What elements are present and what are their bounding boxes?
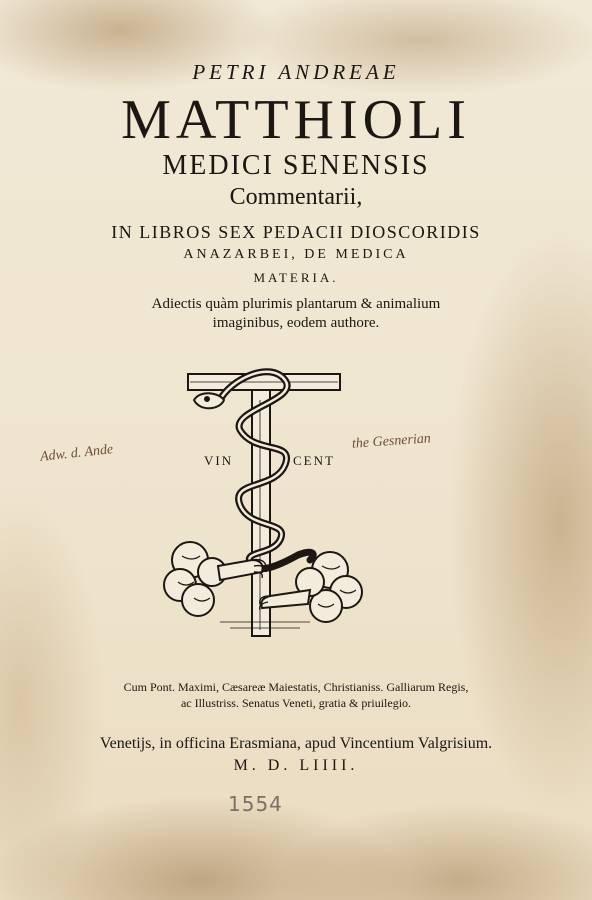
pencil-date-note: 1554 — [228, 792, 283, 816]
motto-left: VIN — [204, 453, 234, 468]
imprint-date: M. D. LIIII. — [233, 757, 359, 774]
privilege-line-2: ac Illustriss. Senatus Veneti, gratia & priuilegio. — [180, 696, 412, 710]
imprint-line: Venetijs, in officina Erasmiana, apud Vincentium Valgrisium. — [99, 735, 493, 752]
subtitle-line-2: ANAZARBEI, DE MEDICA — [183, 247, 409, 262]
privilege-line-1: Cum Pont. Maximi, Cæsareæ Maiestatis, Christianiss. Galliarum Regis, — [123, 680, 469, 694]
cloud-left-icon — [164, 542, 226, 616]
printers-device-emblem — [160, 360, 370, 640]
motto-right: CENT — [293, 453, 335, 468]
handwritten-note-left: Adw. d. Ande — [39, 442, 114, 465]
description-line-2: imaginibus, eodem authore. — [212, 315, 380, 331]
author-surname: MATTHIOLI — [121, 89, 471, 151]
author-description: MEDICI SENENSIS — [162, 150, 430, 181]
subtitle-line-1: IN LIBROS SEX PEDACII DIOSCORIDIS — [111, 222, 481, 242]
author-first-names: PETRI ANDREAE — [192, 60, 400, 84]
handwritten-note-right: the Gesnerian — [351, 431, 432, 452]
work-title: Commentarii, — [229, 184, 363, 210]
serpent-head-icon — [194, 393, 224, 408]
description-line-1: Adiectis quàm plurimis plantarum & animalium — [151, 296, 441, 312]
cloud-right-icon — [296, 552, 362, 622]
subtitle-line-3: MATERIA. — [253, 270, 339, 285]
